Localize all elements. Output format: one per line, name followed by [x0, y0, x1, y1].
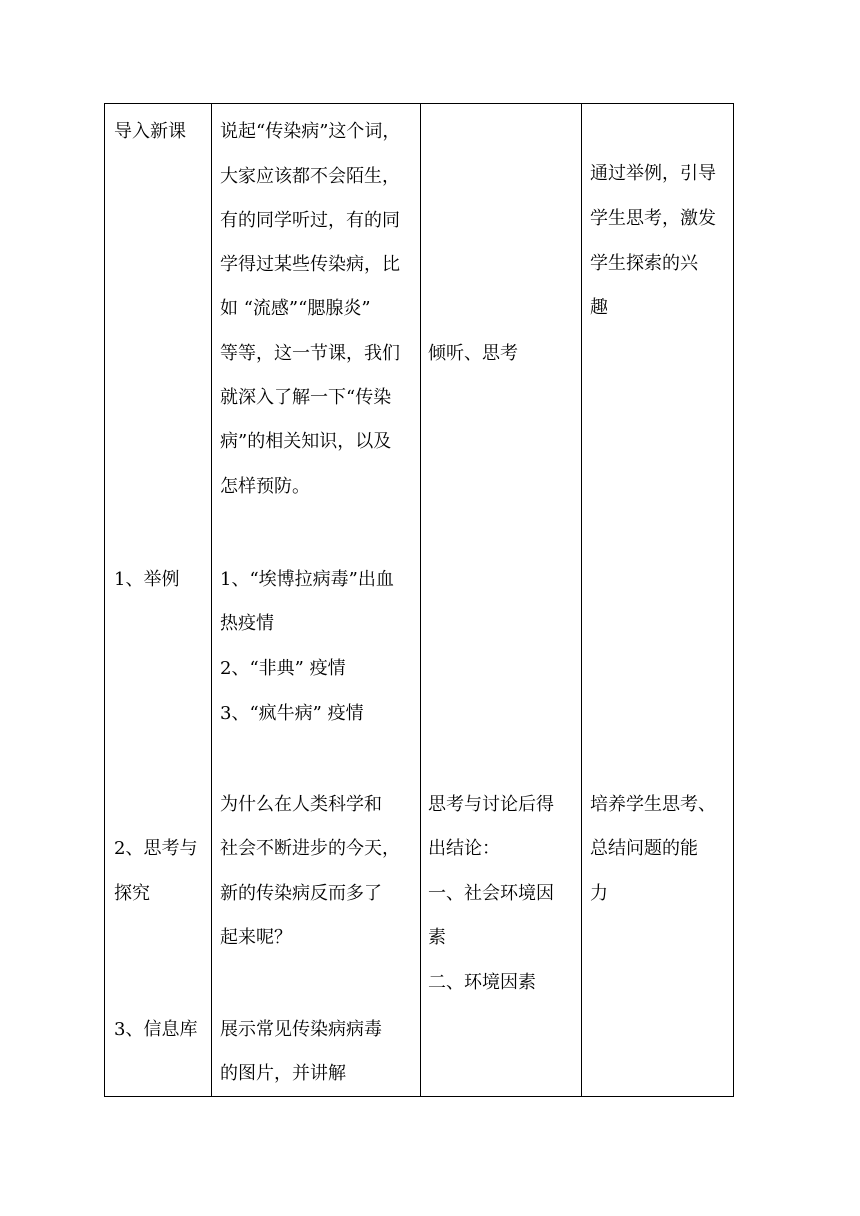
intro-text-line: 大家应该都不会陌生，	[220, 166, 400, 187]
student-listen: 倾听、思考	[428, 343, 518, 364]
intro-text-line: 怎样预防。	[220, 476, 310, 497]
column-divider	[581, 104, 582, 1096]
discussion-line: 二、环境因素	[428, 972, 536, 993]
question-line: 新的传染病反而多了	[220, 883, 382, 904]
info-line: 的图片，并讲解	[220, 1063, 346, 1084]
intro-text-line: 就深入了解一下“传染	[220, 387, 392, 408]
column-divider	[420, 104, 421, 1096]
column-divider	[211, 104, 212, 1096]
intro-text-line: 如 “流感”“腮腺炎”	[220, 298, 371, 319]
discussion-line: 素	[428, 927, 446, 948]
example-line: 1、“埃博拉病毒”出血	[220, 569, 394, 590]
intent-line: 培养学生思考、	[590, 794, 716, 815]
intro-text-line: 说起“传染病”这个词，	[220, 121, 401, 142]
discussion-line: 出结论：	[428, 838, 500, 859]
question-line: 起来呢？	[220, 927, 292, 948]
example-line: 3、“疯牛病” 疫情	[220, 703, 364, 724]
intent-line: 力	[590, 883, 608, 904]
intent-line: 趣	[590, 297, 608, 318]
discussion-line: 一、社会环境因	[428, 883, 554, 904]
question-line: 为什么在人类科学和	[220, 794, 382, 815]
question-line: 社会不断进步的今天，	[220, 838, 400, 859]
intro-text-line: 有的同学听过，有的同	[220, 210, 400, 231]
intent-line: 学生思考，激发	[590, 208, 716, 229]
intent-line: 总结问题的能	[590, 838, 698, 859]
intro-text-line: 病”的相关知识，以及	[220, 431, 392, 452]
discussion-line: 思考与讨论后得	[428, 794, 554, 815]
intent-line: 通过举例，引导	[590, 163, 716, 184]
intro-text-line: 学得过某些传染病，比	[220, 254, 400, 275]
stage-explore-line1: 2、思考与	[114, 838, 198, 859]
info-line: 展示常见传染病病毒	[220, 1019, 382, 1040]
example-line: 2、“非典” 疫情	[220, 658, 346, 679]
intro-text-line: 等等，这一节课，我们	[220, 343, 400, 364]
intent-line: 学生探索的兴	[590, 253, 698, 274]
stage-example: 1、举例	[114, 569, 180, 590]
example-line: 热疫情	[220, 613, 274, 634]
stage-explore-line2: 探究	[114, 883, 150, 904]
stage-info: 3、信息库	[114, 1019, 198, 1040]
stage-intro: 导入新课	[114, 121, 186, 142]
